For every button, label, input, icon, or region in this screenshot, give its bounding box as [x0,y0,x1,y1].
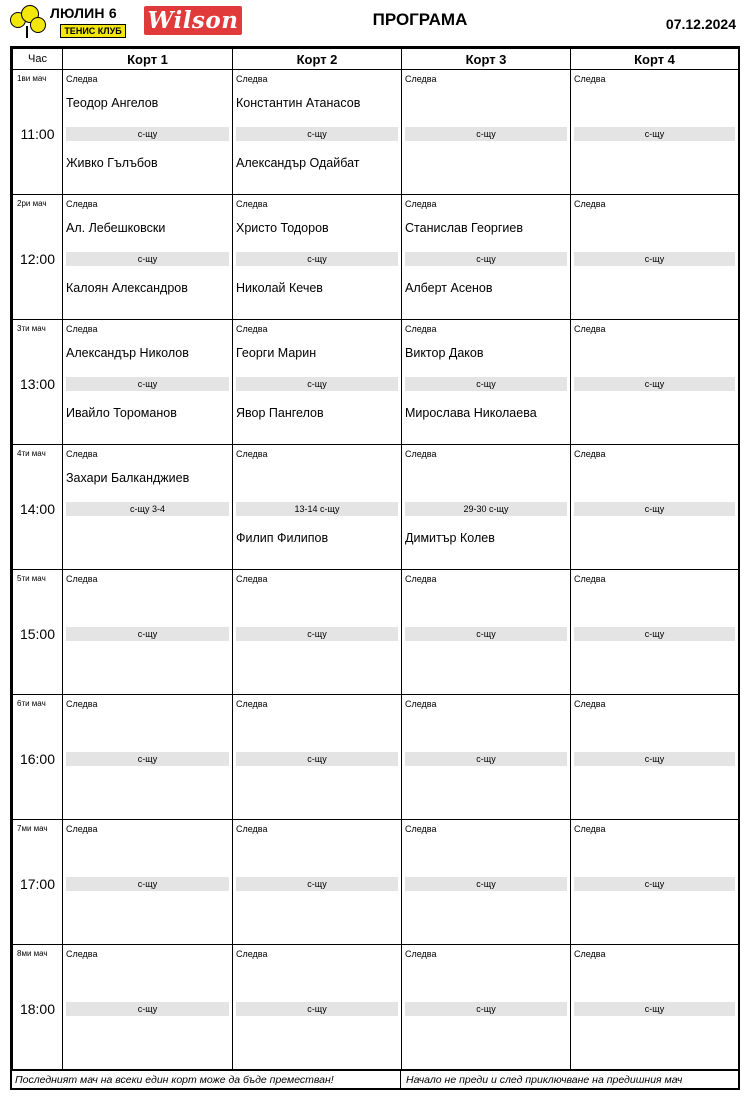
versus-bar: с-щу [574,1002,735,1016]
next-label: Следва [236,74,268,84]
slot-time: 12:00 [19,251,56,267]
versus-bar: с-щу [236,627,398,641]
player-two: Николай Кечев [236,281,323,295]
court-cell [233,695,402,820]
time-slot-row [13,70,739,195]
time-slot-row [13,445,739,570]
versus-bar: с-щу [66,1002,229,1016]
player-two: Алберт Асенов [405,281,493,295]
next-label: Следва [574,824,606,834]
versus-bar: с-щу [66,252,229,266]
court-cell [233,320,402,445]
versus-bar: с-щу [236,252,398,266]
court-cell [63,195,233,320]
time-cell [13,195,63,320]
next-label: Следва [574,324,606,334]
next-label: Следва [66,74,98,84]
footer-divider [400,1071,401,1089]
court-cell [233,820,402,945]
versus-bar: с-щу [236,377,398,391]
next-label: Следва [574,574,606,584]
time-cell [13,570,63,695]
slot-time: 18:00 [19,1001,56,1017]
court-cell [402,695,571,820]
court-cell [63,570,233,695]
versus-bar: с-щу [66,127,229,141]
versus-bar: с-щу [574,752,735,766]
match-number: 6ти мач [17,699,46,708]
next-label: Следва [574,949,606,959]
tennis-balls-icon [8,4,50,38]
schedule-table [12,48,739,1070]
next-label: Следва [66,199,98,209]
versus-bar: с-щу [66,752,229,766]
next-label: Следва [574,699,606,709]
time-cell [13,820,63,945]
time-slot-row [13,320,739,445]
column-header-court-4: Корт 4 [571,49,739,70]
court-cell [402,195,571,320]
court-cell [402,570,571,695]
player-two: Мирослава Николаева [405,406,537,420]
versus-bar: с-щу [405,377,567,391]
next-label: Следва [236,324,268,334]
player-one: Георги Марин [236,346,317,360]
player-one: Христо Тодоров [236,221,329,235]
court-cell [571,820,739,945]
versus-bar: с-щу [405,127,567,141]
column-header-court-1: Корт 1 [63,49,233,70]
court-cell [571,195,739,320]
next-label: Следва [236,574,268,584]
versus-bar: с-щу [574,502,735,516]
versus-bar: с-щу [405,752,567,766]
player-two: Ивайло Тороманов [66,406,177,420]
court-cell [402,820,571,945]
club-name: ЛЮЛИН 6 [50,5,117,21]
match-number: 7ми мач [17,824,48,833]
match-number: 2ри мач [17,199,47,208]
court-cell [63,695,233,820]
versus-bar: с-щу [574,127,735,141]
court-cell [402,320,571,445]
schedule-date: 07.12.2024 [665,16,736,32]
player-two: Александър Одайбат [236,156,360,170]
player-one: Ал. Лебешковски [66,221,166,235]
next-label: Следва [66,574,98,584]
column-header-court-3: Корт 3 [402,49,571,70]
page-title: ПРОГРАМА [372,10,468,29]
club-subtitle: ТЕНИС КЛУБ [60,24,126,38]
court-cell [402,945,571,1070]
next-label: Следва [66,449,98,459]
versus-bar: 29-30 с-щу [405,502,567,516]
versus-bar: с-щу 3-4 [66,502,229,516]
versus-bar: 13-14 с-щу [236,502,398,516]
footer-notes [12,1070,738,1089]
versus-bar: с-щу [236,877,398,891]
next-label: Следва [66,699,98,709]
versus-bar: с-щу [405,627,567,641]
schedule-frame [10,46,740,1090]
column-header-hour: Час [13,49,63,70]
versus-bar: с-щу [236,752,398,766]
next-label: Следва [405,574,437,584]
player-one: Захари Балканджиев [66,471,190,485]
slot-time: 15:00 [19,626,56,642]
court-cell [63,445,233,570]
time-slot-row [13,195,739,320]
next-label: Следва [405,824,437,834]
court-cell [233,570,402,695]
versus-bar: с-щу [236,1002,398,1016]
player-one: Константин Атанасов [236,96,361,110]
versus-bar: с-щу [574,377,735,391]
match-number: 3ти мач [17,324,46,333]
court-cell [233,945,402,1070]
match-number: 8ми мач [17,949,48,958]
slot-time: 16:00 [19,751,56,767]
next-label: Следва [574,199,606,209]
time-cell [13,945,63,1070]
next-label: Следва [405,449,437,459]
next-label: Следва [66,324,98,334]
versus-bar: с-щу [574,627,735,641]
table-header-row [13,49,739,70]
time-slot-row [13,570,739,695]
time-cell [13,70,63,195]
court-cell [63,320,233,445]
player-two: Живко Гълъбов [66,156,158,170]
versus-bar: с-щу [66,877,229,891]
next-label: Следва [236,949,268,959]
versus-bar: с-щу [236,127,398,141]
time-cell [13,695,63,820]
player-two: Филип Филипов [236,531,329,545]
club-logo [8,4,143,38]
court-cell [571,70,739,195]
versus-bar: с-щу [574,877,735,891]
next-label: Следва [405,199,437,209]
next-label: Следва [405,74,437,84]
next-label: Следва [236,199,268,209]
next-label: Следва [405,324,437,334]
slot-time: 13:00 [19,376,56,392]
next-label: Следва [574,449,606,459]
versus-bar: с-щу [66,627,229,641]
player-one: Александър Николов [66,346,189,360]
player-one: Станислав Георгиев [405,221,523,235]
versus-bar: с-щу [405,877,567,891]
time-cell [13,320,63,445]
next-label: Следва [236,449,268,459]
court-cell [571,695,739,820]
versus-bar: с-щу [66,377,229,391]
footer-note-left: Последният мач на всеки един корт може да бъде преместван! [15,1074,334,1086]
column-header-court-2: Корт 2 [233,49,402,70]
court-cell [233,445,402,570]
court-cell [571,570,739,695]
player-two: Димитър Колев [405,531,495,545]
court-cell [233,195,402,320]
next-label: Следва [66,949,98,959]
time-slot-row [13,695,739,820]
court-cell [571,320,739,445]
slot-time: 17:00 [19,876,56,892]
match-number: 1ви мач [17,74,47,83]
time-cell [13,445,63,570]
court-cell [402,445,571,570]
slot-time: 14:00 [19,501,56,517]
player-two: Калоян Александров [66,281,188,295]
player-one: Виктор Даков [405,346,484,360]
match-number: 5ти мач [17,574,46,583]
player-one: Теодор Ангелов [66,96,159,110]
versus-bar: с-щу [405,1002,567,1016]
time-slot-row [13,945,739,1070]
slot-time: 11:00 [20,126,55,142]
court-cell [63,820,233,945]
court-cell [571,445,739,570]
next-label: Следва [236,699,268,709]
player-two: Явор Пангелов [236,406,324,420]
court-cell [63,945,233,1070]
court-cell [402,70,571,195]
versus-bar: с-щу [574,252,735,266]
match-number: 4ти мач [17,449,46,458]
court-cell [63,70,233,195]
versus-bar: с-щу [405,252,567,266]
sponsor-logo: Wilson [144,6,242,35]
next-label: Следва [236,824,268,834]
next-label: Следва [405,949,437,959]
time-slot-row [13,820,739,945]
court-cell [233,70,402,195]
next-label: Следва [405,699,437,709]
court-cell [571,945,739,1070]
next-label: Следва [66,824,98,834]
schedule-body [13,70,739,1070]
page-header [0,0,750,44]
next-label: Следва [574,74,606,84]
footer-note-right: Начало не преди и след приключване на предишния мач [406,1074,683,1086]
